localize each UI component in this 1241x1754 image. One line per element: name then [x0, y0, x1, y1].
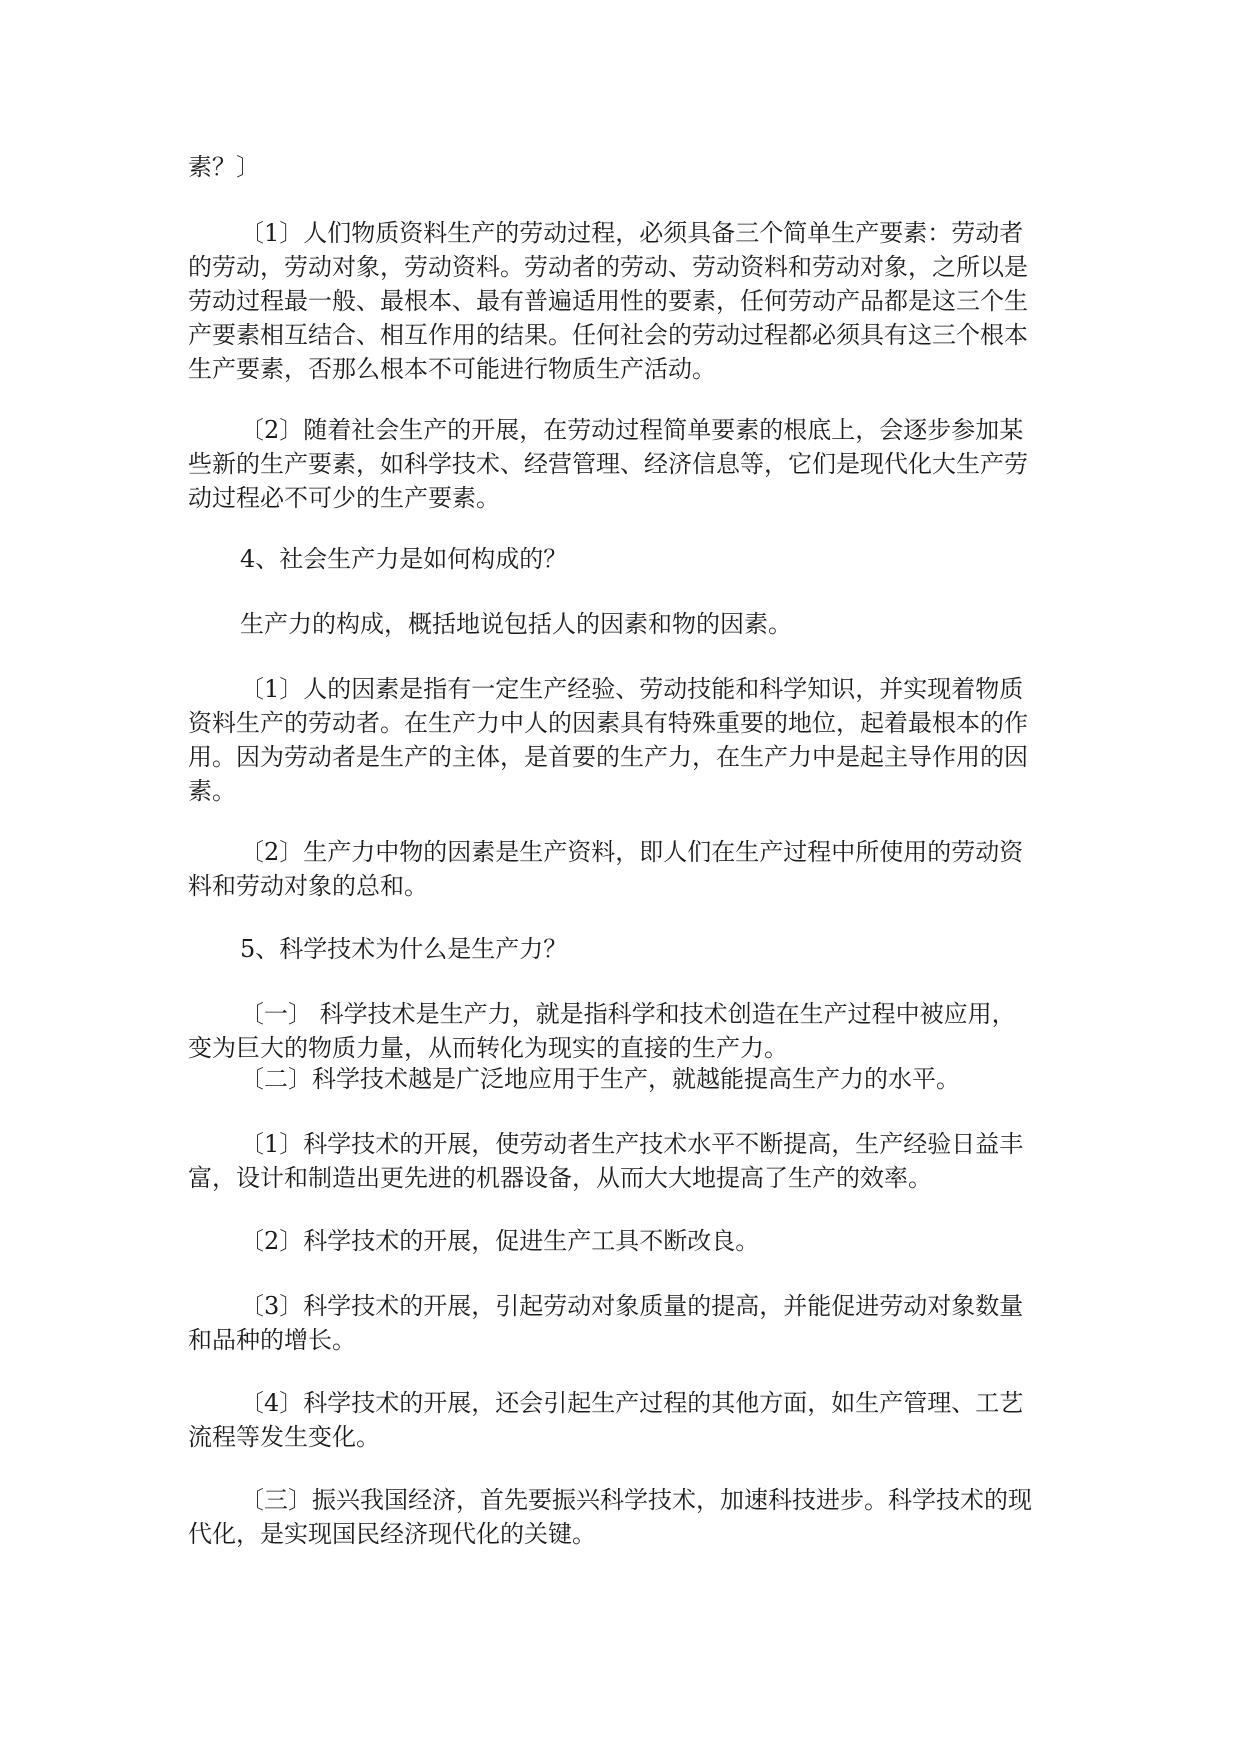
text-line: 用。因为劳动者是生产的主体，是首要的生产力，在生产力中是起主导作用的因 — [188, 743, 1028, 771]
text-line: 〔1〕人们物质资料生产的劳动过程，必须具备三个简单生产要素：劳动者 — [240, 219, 1024, 247]
text-line: 的劳动，劳动对象，劳动资料。劳动者的劳动、劳动资料和劳动对象，之所以是 — [188, 253, 1028, 281]
text-line: 〔2〕随着社会生产的开展，在劳动过程简单要素的根底上，会逐步参加某 — [240, 416, 1024, 444]
text-line: 代化，是实现国民经济现代化的关键。 — [188, 1520, 596, 1548]
text-line: 动过程必不可少的生产要素。 — [188, 484, 500, 512]
paragraph-sub-one — [188, 1127, 1058, 1195]
text-line: 〔2〕科学技术的开展，促进生产工具不断改良。 — [240, 1227, 760, 1255]
question-heading-4 — [188, 542, 1058, 576]
text-line: 〔3〕科学技术的开展，引起劳动对象质量的提高，并能促进劳动对象数量 — [240, 1292, 1024, 1320]
text-line: 5、科学技术为什么是生产力？ — [240, 935, 568, 963]
paragraph-point-three — [188, 1483, 1058, 1551]
question-heading-5 — [188, 932, 1058, 966]
text-line: 4、社会生产力是如何构成的？ — [240, 545, 568, 573]
paragraph-productivity-composition — [188, 607, 1058, 641]
text-line: 〔2〕生产力中物的因素是生产资料，即人们在生产过程中所使用的劳动资 — [240, 838, 1024, 866]
text-line: 素。 — [188, 777, 236, 805]
text-line: 〔4〕科学技术的开展，还会引起生产过程的其他方面，如生产管理、工艺 — [240, 1389, 1024, 1417]
paragraph-sub-two — [188, 1224, 1058, 1258]
text-line: 生产力的构成，概括地说包括人的因素和物的因素。 — [240, 610, 792, 638]
paragraph-point-one — [188, 997, 1058, 1065]
paragraph-labor-elements — [188, 216, 1058, 386]
text-line: 变为巨大的物质力量，从而转化为现实的直接的生产力。 — [188, 1034, 788, 1062]
text-line: 〔三〕振兴我国经济，首先要振兴科学技术，加速科技进步。科学技术的现 — [240, 1486, 1032, 1514]
text-line: 和品种的增长。 — [188, 1326, 356, 1354]
paragraph-human-factor — [188, 672, 1058, 808]
paragraph-point-two — [188, 1062, 1058, 1096]
text-line: 资料生产的劳动者。在生产力中人的因素具有特殊重要的地位，起着最根本的作 — [188, 709, 1028, 737]
text-line: 产要素相互结合、相互作用的结果。任何社会的劳动过程都必须具有这三个根本 — [188, 321, 1028, 349]
text-line: 〔1〕科学技术的开展，使劳动者生产技术水平不断提高，生产经验日益丰 — [240, 1130, 1024, 1158]
text-line: 些新的生产要素，如科学技术、经营管理、经济信息等，它们是现代化大生产劳 — [188, 450, 1028, 478]
paragraph-continuation — [188, 150, 1058, 184]
paragraph-sub-three — [188, 1289, 1058, 1357]
text-line: 〔1〕人的因素是指有一定生产经验、劳动技能和科学知识，并实现着物质 — [240, 675, 1024, 703]
paragraph-new-elements — [188, 413, 1058, 515]
text-line: 劳动过程最一般、最根本、最有普遍适用性的要素，任何劳动产品都是这三个生 — [188, 287, 1028, 315]
text-line: 生产要素，否那么根本不可能进行物质生产活动。 — [188, 355, 716, 383]
text-line: 富，设计和制造出更先进的机器设备，从而大大地提高了生产的效率。 — [188, 1164, 932, 1192]
text-line: 〔一〕 科学技术是生产力，就是指科学和技术创造在生产过程中被应用， — [240, 1000, 1016, 1028]
paragraph-material-factor — [188, 835, 1058, 903]
text-line: 〔二〕科学技术越是广泛地应用于生产，就越能提高生产力的水平。 — [240, 1065, 960, 1093]
text-line: 料和劳动对象的总和。 — [188, 872, 428, 900]
text-line: 素？〕 — [188, 153, 260, 181]
text-line: 流程等发生变化。 — [188, 1423, 380, 1451]
paragraph-sub-four — [188, 1386, 1058, 1454]
